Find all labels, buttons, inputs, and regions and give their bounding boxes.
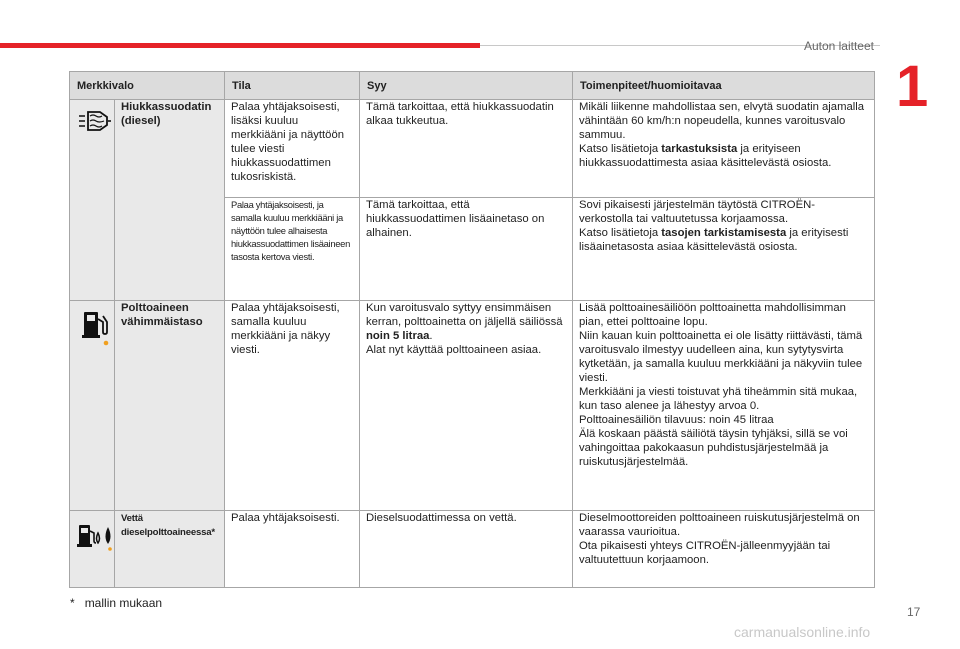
state-cell [225,198,360,301]
icon-cell [70,100,115,301]
water-in-diesel-icon [76,521,116,551]
section-title: Auton laitteet [803,39,874,53]
state-cell: Palaa yhtäjaksoisesti, lisäksi kuuluu merkkiääni ja näyttöön tulee viesti hiukkassuodattimen tukosriskistä. [225,100,360,198]
icon-cell [70,511,115,588]
cause-cell: Tämä tarkoittaa, että hiukkassuodattimen lisäainetaso on alhainen. [360,198,573,301]
column-header: Toimenpiteet/huomioitavaa [573,72,875,100]
footnote [70,596,162,610]
state-cell: Palaa yhtäjaksoisesti. [225,511,360,588]
footnote-marker: * [70,596,75,610]
cause-cell: Dieselsuodattimessa on vettä. [360,511,573,588]
action-text: Katso lisätietoja [579,143,659,155]
chapter-number: 1 [896,54,929,119]
action-text: Dieselmoottoreiden polttoaineen ruiskutusjärjestelmä on vaarassa vaurioitua. [579,512,860,538]
header-accent-bar [0,43,480,48]
action-cell [573,198,875,301]
column-header: Syy [360,72,573,100]
warning-lights-table [69,71,875,588]
warning-light-name: Polttoaineen vähimmäistaso [115,301,225,511]
cause-text: . [429,330,433,342]
watermark: carmanualsonline.info [734,624,871,640]
action-text: Ota pikaisesti yhteys CITROËN-jälleenmyyjään tai valtuutettuun korjaamoon. [579,540,831,566]
warning-light-name-text: Vettä dieselpolttoaineessa* [121,513,215,538]
table-row [70,511,875,588]
action-cell [573,301,875,511]
action-text: Sovi pikaisesti järjestelmän täytöstä CITROËN-verkostolla tai valtuutetussa korjaamossa. [579,199,816,225]
table-row [70,100,875,198]
cause-cell [360,301,573,511]
action-text: Katso lisätietoja [579,227,659,239]
page-number: 17 [907,605,921,619]
cause-keyword: noin 5 litraa [366,330,430,342]
action-text: ja erityiseen hiukkassuodattimesta asiaa käsittelevästä osiosta. [579,143,832,169]
footnote-text: mallin mukaan [84,596,163,610]
column-header: Merkkivalo [70,72,225,100]
action-text: Älä koskaan päästä säiliötä täysin tyhjäksi, sillä se voi vahingoittaa pakokaasun puhdistusjärjestelmää ja ruiskutusjärjestelmää. [579,428,848,468]
cause-cell: Tämä tarkoittaa, että hiukkassuodatin alkaa tukkeutua. [360,100,573,198]
table-row [70,301,875,511]
action-keyword: tasojen tarkistamisesta [661,227,787,239]
state-cell: Palaa yhtäjaksoisesti, samalla kuuluu merkkiääni ja näkyy viesti. [225,301,360,511]
particle-filter-icon [76,108,112,134]
action-cell [573,100,875,198]
cause-text: Kun varoitusvalo syttyy ensimmäisen kerran, polttoainetta on jäljellä säiliössä [366,302,563,328]
action-text: Mikäli liikenne mahdollistaa sen, elvytä suodatin ajamalla vähintään 60 km/h:n nopeudella, kunnes varoitusvalo sammuu. [579,101,865,141]
cause-text: Alat nyt käyttää polttoaineen asiaa. [366,344,542,356]
action-text: Lisää polttoainesäiliöön polttoainetta mahdollisimman pian, ettei polttoaine lopu. [579,302,846,328]
column-header: Tila [225,72,360,100]
fuel-pump-icon [76,307,112,347]
icon-cell [70,301,115,511]
warning-light-name [115,511,225,588]
action-keyword: tarkastuksista [661,143,738,155]
action-text: Niin kauan kuin polttoainetta ei ole lisätty riittävästi, tämä varoitusvalo ilmestyy uudelleen aina, kun sytytysvirta kytketään, ja samalla kuuluu merkkiääni ja näkyviin tulee viesti. [579,330,863,384]
state-text: Palaa yhtäjaksoisesti, ja samalla kuuluu merkkiääni ja näyttöön tulee alhaisesta hiukkassuodattimen lisäaineen tasosta kertova viesti. [231,199,350,262]
action-text: Merkkiääni ja viesti toistuvat yhä tiheämmin sitä mukaa, kun taso alenee ja lähestyy arvoa 0. [579,386,858,412]
action-text: Polttoainesäiliön tilavuus: noin 45 litraa [579,414,774,426]
table-header-row [70,72,875,100]
action-cell [573,511,875,588]
warning-light-name: Hiukkassuodatin (diesel) [115,100,225,301]
action-text: ja erityisesti lisäainetasosta asiaa käsittelevästä osiosta. [579,227,849,253]
